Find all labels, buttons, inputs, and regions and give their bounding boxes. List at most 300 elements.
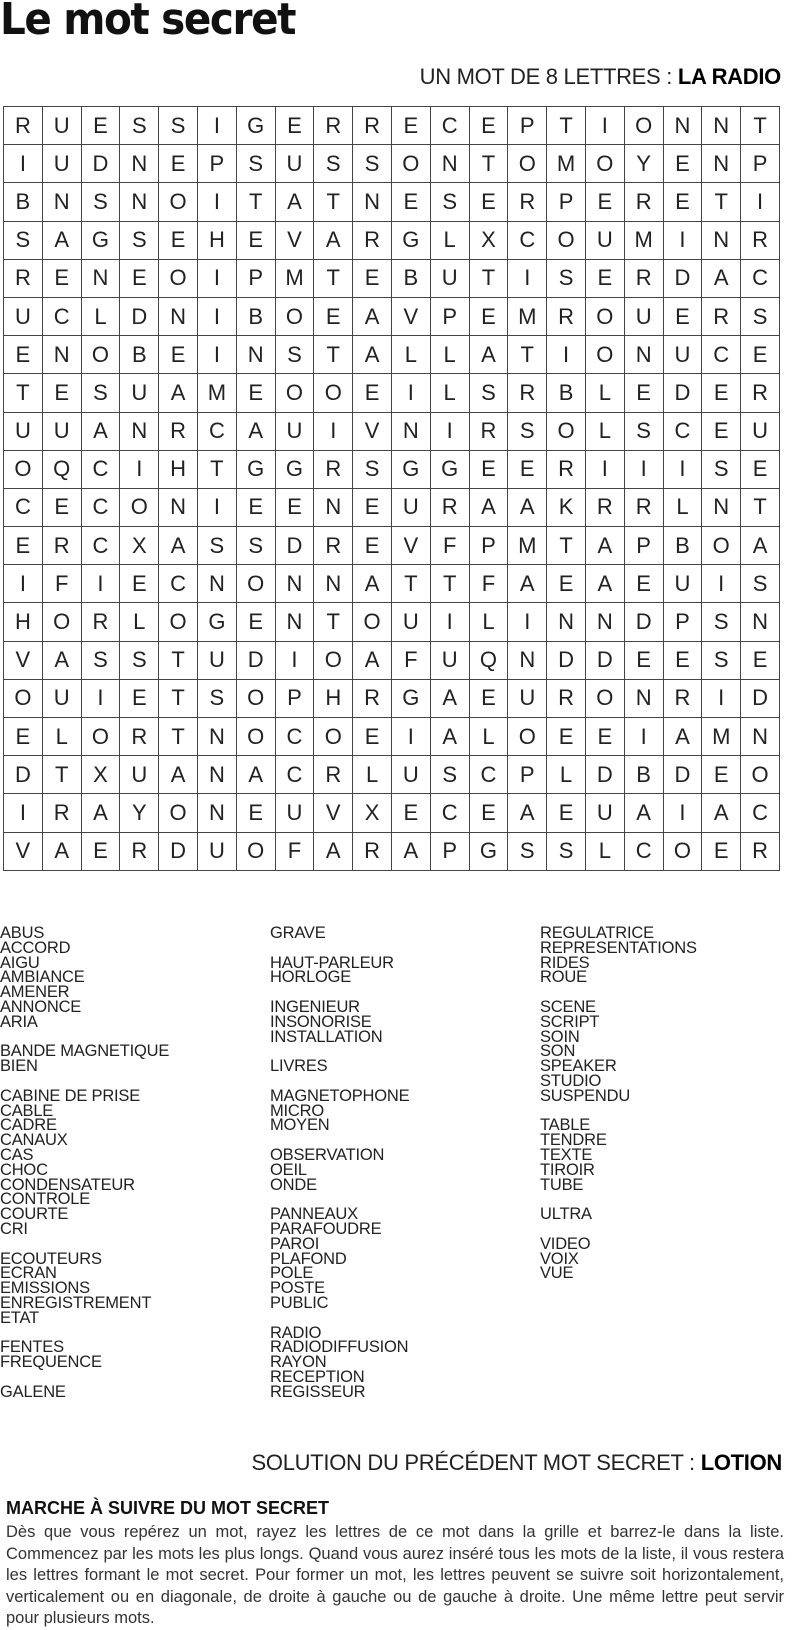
grid-cell: E (624, 565, 663, 603)
grid-cell: L (42, 718, 81, 756)
grid-row (4, 718, 780, 756)
grid-cell: T (547, 527, 586, 565)
grid-cell: T (314, 603, 353, 641)
word-item: ANNONCE (0, 997, 82, 1016)
grid-cell: T (741, 107, 780, 145)
grid-cell: C (42, 297, 81, 335)
grid-cell: L (430, 221, 469, 259)
word-group (270, 926, 530, 941)
grid-cell: B (120, 336, 159, 374)
grid-cell: A (585, 565, 624, 603)
grid-cell: I (430, 412, 469, 450)
grid-cell: O (81, 718, 120, 756)
word-item: MOYEN (270, 1116, 330, 1135)
grid-cell: A (624, 794, 663, 832)
word-group (0, 926, 260, 1030)
grid-cell: E (314, 297, 353, 335)
word-item: CADRE (0, 1116, 57, 1135)
grid-cell: E (702, 756, 741, 794)
grid-cell: V (275, 221, 314, 259)
grid-cell: Y (120, 794, 159, 832)
grid-cell: S (159, 107, 198, 145)
grid-cell: G (197, 603, 236, 641)
grid-cell: L (120, 603, 159, 641)
grid-cell: I (197, 336, 236, 374)
word-group (270, 1145, 530, 1194)
grid-cell: R (702, 297, 741, 335)
grid-cell: N (197, 756, 236, 794)
grid-cell: A (430, 718, 469, 756)
word-item: TABLE (540, 1116, 591, 1135)
grid-cell: S (353, 450, 392, 488)
grid-cell: C (741, 259, 780, 297)
grid-cell: T (547, 107, 586, 145)
grid-cell: N (314, 565, 353, 603)
grid-cell: R (42, 794, 81, 832)
grid-cell: O (159, 183, 198, 221)
grid-row (4, 259, 780, 297)
word-item: RAYON (270, 1353, 327, 1372)
grid-cell: I (624, 450, 663, 488)
grid-cell: T (391, 565, 430, 603)
grid-cell: N (741, 603, 780, 641)
grid-cell: S (4, 221, 43, 259)
grid-cell: T (741, 488, 780, 526)
word-column-2 (270, 926, 530, 1414)
grid-cell: A (81, 794, 120, 832)
grid-cell: N (42, 336, 81, 374)
grid-cell: E (353, 718, 392, 756)
grid-cell: N (275, 603, 314, 641)
word-item: AMBIANCE (0, 968, 85, 987)
grid-cell: B (663, 527, 702, 565)
grid-cell: R (508, 374, 547, 412)
grid-cell: N (547, 603, 586, 641)
grid-cell: S (81, 641, 120, 679)
grid-cell: E (159, 145, 198, 183)
grid-cell: N (702, 488, 741, 526)
grid-cell: D (624, 603, 663, 641)
grid-cell: M (547, 145, 586, 183)
word-item: POSTE (270, 1279, 325, 1298)
word-item: REGISSEUR (270, 1382, 366, 1401)
word-item: RECEPTION (270, 1367, 365, 1386)
grid-cell: F (391, 641, 430, 679)
grid-cell: S (547, 832, 586, 870)
word-item: CRI (0, 1219, 28, 1238)
grid-cell: I (430, 603, 469, 641)
grid-cell: G (430, 450, 469, 488)
grid-cell: S (508, 412, 547, 450)
grid-cell: T (314, 183, 353, 221)
grid-cell: A (81, 412, 120, 450)
grid-cell: D (585, 641, 624, 679)
grid-cell: C (430, 794, 469, 832)
grid-cell: L (547, 756, 586, 794)
word-item: LIVRES (270, 1057, 328, 1076)
grid-cell: D (236, 641, 275, 679)
grid-cell: N (120, 183, 159, 221)
word-group (270, 997, 530, 1046)
grid-row (4, 794, 780, 832)
word-item: SUSPENDU (540, 1086, 631, 1105)
grid-cell: I (391, 718, 430, 756)
grid-cell: I (702, 565, 741, 603)
grid-cell: N (120, 412, 159, 450)
grid-cell: L (585, 374, 624, 412)
word-item: VIDEO (540, 1234, 591, 1253)
word-group (270, 1086, 530, 1135)
word-item: PUBLIC (270, 1293, 329, 1312)
grid-cell: U (275, 145, 314, 183)
grid-cell: C (663, 412, 702, 450)
grid-row (4, 565, 780, 603)
grid-cell: D (4, 756, 43, 794)
grid-cell: A (159, 527, 198, 565)
word-item: REGULATRICE (540, 924, 654, 942)
grid-cell: D (120, 297, 159, 335)
grid-cell: D (547, 641, 586, 679)
grid-cell: E (275, 488, 314, 526)
word-item: OEIL (270, 1160, 307, 1179)
grid-cell: A (430, 679, 469, 717)
grid-cell: N (624, 336, 663, 374)
grid-cell: E (4, 527, 43, 565)
grid-cell: C (741, 794, 780, 832)
grid-cell: R (314, 756, 353, 794)
grid-cell: E (120, 259, 159, 297)
grid-cell: E (159, 221, 198, 259)
grid-cell: U (42, 679, 81, 717)
grid-cell: I (81, 565, 120, 603)
grid-cell: R (624, 488, 663, 526)
grid-cell: N (120, 145, 159, 183)
grid-cell: R (353, 221, 392, 259)
grid-cell: T (430, 565, 469, 603)
grid-cell: N (159, 297, 198, 335)
grid-cell: O (4, 679, 43, 717)
grid-cell: G (391, 679, 430, 717)
grid-cell: H (197, 221, 236, 259)
grid-cell: O (314, 641, 353, 679)
grid-cell: D (585, 756, 624, 794)
grid-cell: S (197, 527, 236, 565)
grid-cell: M (702, 718, 741, 756)
grid-cell: I (4, 794, 43, 832)
grid-cell: T (236, 183, 275, 221)
word-group (270, 1059, 530, 1074)
grid-cell: E (353, 527, 392, 565)
grid-cell: P (275, 679, 314, 717)
grid-cell: E (236, 221, 275, 259)
grid-cell: F (430, 527, 469, 565)
grid-cell: I (585, 107, 624, 145)
grid-cell: E (702, 832, 741, 870)
grid-cell: R (585, 488, 624, 526)
grid-cell: E (4, 336, 43, 374)
grid-cell: E (236, 603, 275, 641)
grid-cell: L (430, 374, 469, 412)
grid-cell: D (81, 145, 120, 183)
grid-cell: R (430, 488, 469, 526)
grid-cell: C (81, 527, 120, 565)
grid-row (4, 183, 780, 221)
word-item: ONDE (270, 1175, 317, 1194)
word-item: ECRAN (0, 1264, 57, 1283)
grid-cell: U (42, 107, 81, 145)
grid-cell: C (275, 756, 314, 794)
grid-cell: S (430, 183, 469, 221)
grid-cell: S (81, 183, 120, 221)
grid-cell: N (702, 145, 741, 183)
grid-cell: N (741, 718, 780, 756)
grid-cell: U (4, 297, 43, 335)
word-list (0, 926, 800, 1406)
grid-cell: U (663, 565, 702, 603)
word-item: FENTES (0, 1338, 64, 1357)
grid-cell: A (702, 259, 741, 297)
word-group (270, 953, 530, 987)
grid-cell: O (275, 297, 314, 335)
grid-cell: U (391, 756, 430, 794)
grid-cell: D (741, 679, 780, 717)
grid-cell: E (663, 145, 702, 183)
grid-cell: E (585, 183, 624, 221)
grid-cell: E (741, 336, 780, 374)
grid-row (4, 107, 780, 145)
grid-cell: O (508, 718, 547, 756)
grid-cell: A (159, 374, 198, 412)
grid-cell: E (42, 259, 81, 297)
grid-cell: T (314, 336, 353, 374)
grid-cell: N (197, 565, 236, 603)
grid-cell: F (275, 832, 314, 870)
grid-cell: O (585, 145, 624, 183)
grid-cell: E (585, 259, 624, 297)
grid-cell: I (197, 488, 236, 526)
grid-cell: L (430, 336, 469, 374)
grid-cell: L (469, 603, 508, 641)
grid-cell: D (275, 527, 314, 565)
grid-cell: R (508, 183, 547, 221)
grid-cell: N (42, 183, 81, 221)
grid-cell: A (314, 832, 353, 870)
grid-cell: A (508, 565, 547, 603)
grid-cell: U (275, 412, 314, 450)
grid-cell: T (702, 183, 741, 221)
grid-cell: H (159, 450, 198, 488)
grid-cell: T (197, 450, 236, 488)
grid-cell: R (624, 183, 663, 221)
grid-cell: O (314, 374, 353, 412)
grid-cell: N (702, 221, 741, 259)
grid-cell: D (663, 374, 702, 412)
grid-cell: E (81, 832, 120, 870)
grid-cell: E (236, 794, 275, 832)
word-group (270, 1207, 530, 1311)
grid-cell: T (508, 336, 547, 374)
grid-cell: A (42, 641, 81, 679)
grid-cell: O (81, 336, 120, 374)
grid-cell: Q (469, 641, 508, 679)
grid-cell: F (42, 565, 81, 603)
grid-cell: A (469, 488, 508, 526)
grid-cell: O (159, 794, 198, 832)
word-group (0, 1086, 260, 1238)
word-item: CABINE DE PRISE (0, 1086, 141, 1105)
word-item: TUBE (540, 1175, 584, 1194)
word-item: HAUT-PARLEUR (270, 953, 394, 972)
grid-cell: N (197, 794, 236, 832)
grid-cell: T (159, 718, 198, 756)
grid-cell: O (236, 718, 275, 756)
word-item: EMISSIONS (0, 1279, 90, 1298)
grid-row (4, 488, 780, 526)
grid-cell: P (430, 297, 469, 335)
word-item: MAGNETOPHONE (270, 1086, 410, 1105)
word-item: ABUS (0, 924, 45, 942)
grid-cell: V (4, 641, 43, 679)
grid-cell: E (353, 488, 392, 526)
grid-cell: A (702, 794, 741, 832)
grid-cell: B (4, 183, 43, 221)
word-item: STUDIO (540, 1071, 602, 1090)
grid-cell: E (469, 679, 508, 717)
grid-cell: E (508, 450, 547, 488)
grid-cell: O (236, 565, 275, 603)
word-item: CHOC (0, 1160, 48, 1179)
grid-cell: I (663, 450, 702, 488)
grid-cell: U (624, 297, 663, 335)
grid-cell: Y (624, 145, 663, 183)
grid-cell: L (469, 718, 508, 756)
grid-cell: I (4, 565, 43, 603)
grid-row (4, 412, 780, 450)
grid-cell: I (508, 259, 547, 297)
grid-cell: O (547, 412, 586, 450)
subtitle-theme: LA RADIO (677, 64, 781, 89)
grid-cell: Q (42, 450, 81, 488)
grid-cell: R (314, 450, 353, 488)
grid-cell: P (547, 183, 586, 221)
grid-cell: B (624, 756, 663, 794)
grid-cell: O (236, 832, 275, 870)
word-item: GRAVE (270, 924, 326, 942)
grid-cell: C (430, 107, 469, 145)
grid-cell: N (275, 565, 314, 603)
grid-cell: I (81, 679, 120, 717)
grid-cell: T (42, 756, 81, 794)
grid-row (4, 832, 780, 870)
word-item: HORLOGE (270, 968, 352, 987)
grid-cell: O (159, 259, 198, 297)
grid-cell: N (314, 488, 353, 526)
grid-cell: S (275, 336, 314, 374)
grid-cell: R (547, 297, 586, 335)
grid-cell: U (42, 145, 81, 183)
grid-cell: C (275, 718, 314, 756)
grid-cell: S (120, 221, 159, 259)
grid-cell: U (391, 603, 430, 641)
grid-cell: I (314, 412, 353, 450)
grid-cell: E (81, 107, 120, 145)
grid-cell: T (469, 145, 508, 183)
grid-cell: E (663, 641, 702, 679)
word-item: GALENE (0, 1382, 66, 1401)
grid-cell: R (314, 527, 353, 565)
grid-cell: C (81, 450, 120, 488)
word-item: CONDENSATEUR (0, 1175, 135, 1194)
grid-cell: A (741, 527, 780, 565)
word-item: POLE (270, 1264, 314, 1283)
grid-cell: O (585, 297, 624, 335)
grid-cell: I (702, 679, 741, 717)
grid-cell: N (81, 259, 120, 297)
grid-cell: G (81, 221, 120, 259)
grid-cell: A (236, 756, 275, 794)
grid-cell: U (42, 412, 81, 450)
word-group (540, 1118, 800, 1192)
grid-cell: E (663, 297, 702, 335)
grid-cell: D (159, 832, 198, 870)
grid-cell: F (469, 565, 508, 603)
grid-cell: O (159, 603, 198, 641)
grid-cell: U (4, 412, 43, 450)
grid-cell: P (197, 145, 236, 183)
grid-cell: G (469, 832, 508, 870)
grid-cell: R (42, 527, 81, 565)
word-item: VUE (540, 1264, 574, 1283)
grid-cell: E (547, 718, 586, 756)
grid-cell: S (236, 527, 275, 565)
puzzle-subtitle (420, 64, 781, 90)
grid-cell: O (547, 221, 586, 259)
grid-cell: A (236, 412, 275, 450)
grid-cell: S (547, 259, 586, 297)
grid-cell: H (4, 603, 43, 641)
grid-cell: I (4, 145, 43, 183)
grid-cell: A (314, 221, 353, 259)
grid-cell: E (469, 107, 508, 145)
word-item: VOIX (540, 1249, 579, 1268)
grid-cell: E (741, 450, 780, 488)
grid-cell: G (391, 221, 430, 259)
grid-cell: A (159, 756, 198, 794)
grid-cell: L (585, 412, 624, 450)
word-item: COURTE (0, 1205, 69, 1224)
grid-cell: E (624, 641, 663, 679)
grid-cell: S (236, 145, 275, 183)
previous-solution-answer: LOTION (700, 1450, 782, 1475)
grid-cell: V (314, 794, 353, 832)
word-item: ETAT (0, 1308, 39, 1327)
grid-cell: M (275, 259, 314, 297)
grid-cell: I (585, 450, 624, 488)
grid-cell: I (663, 221, 702, 259)
grid-cell: T (314, 259, 353, 297)
grid-cell: E (547, 794, 586, 832)
grid-cell: E (4, 718, 43, 756)
word-group (540, 1207, 800, 1222)
word-item: ARIA (0, 1012, 38, 1031)
grid-cell: E (585, 718, 624, 756)
word-item: PANNEAUX (270, 1205, 358, 1224)
grid-cell: E (120, 565, 159, 603)
grid-cell: L (663, 488, 702, 526)
grid-cell: N (585, 603, 624, 641)
grid-cell: R (81, 603, 120, 641)
grid-cell: E (663, 183, 702, 221)
